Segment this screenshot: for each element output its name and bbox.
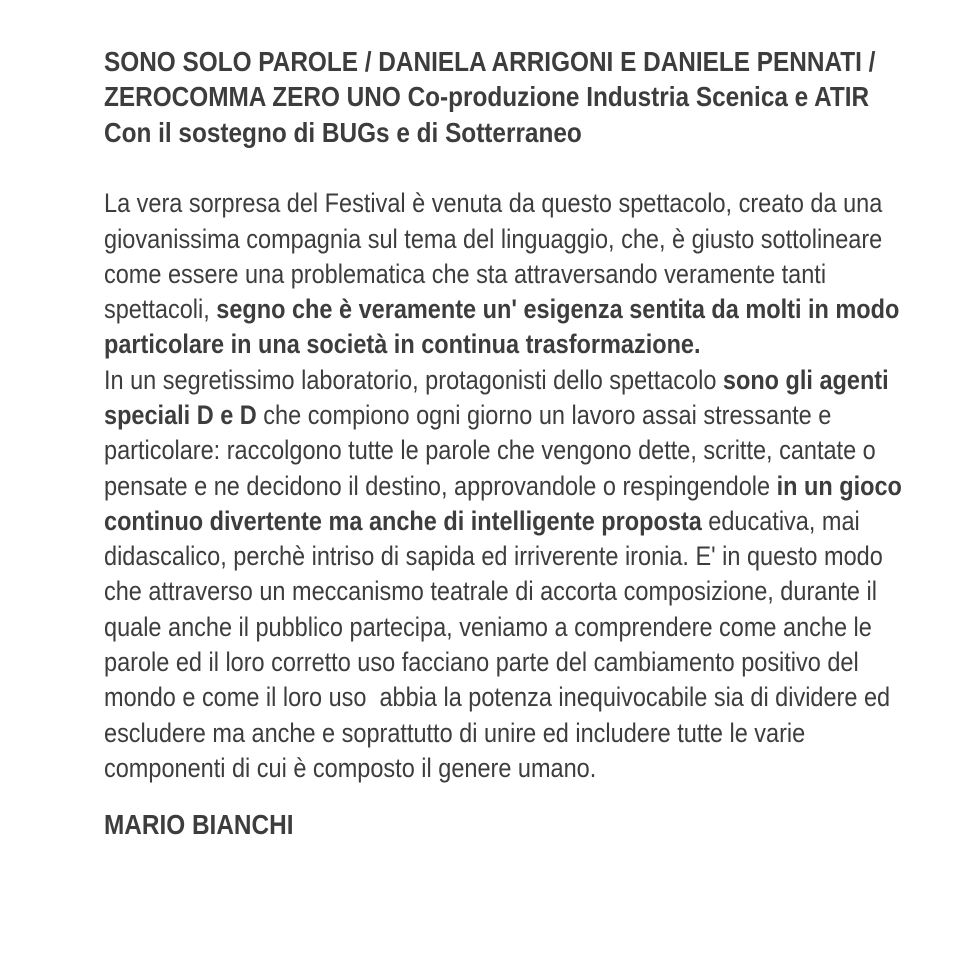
article-body — [104, 186, 925, 786]
bold-text-segment: segno che è veramente un' esigenza sentita da molti in modo particolare in una società in continua trasformazione. — [104, 294, 906, 360]
title-line: ZEROCOMMA ZERO UNO Co-produzione Industria Scenica e ATIR — [104, 81, 870, 113]
paragraph — [104, 363, 925, 787]
bold-text-segment: in un gioco continuo divertente ma anche di intelligente proposta — [104, 470, 909, 536]
title-line: SONO SOLO PAROLE / DANIELA ARRIGONI E DANIELE PENNATI / — [104, 46, 876, 77]
bold-text-segment: sono gli agenti speciali D e D — [104, 364, 896, 430]
text-segment: La vera sorpresa del Festival è venuta da questo spettacolo, creato da una giovanissima compagnia sul tema del linguaggio, che, è giusto sottolineare come essere una problematica che sta attraversando veramente tanti spettacoli, — [104, 188, 889, 325]
article-title — [104, 44, 925, 150]
article — [104, 44, 925, 842]
author-signature: MARIO BIANCHI — [104, 809, 294, 841]
paragraph — [104, 186, 925, 362]
text-segment: che compiono ogni giorno un lavoro assai stressante e particolare: raccolgono tutte le parole che vengono dette, scritte, cantate o pensate e ne decidono il destino, approvandole o respingendole — [104, 400, 883, 501]
title-line: Con il sostegno di BUGs e di Sotterraneo — [104, 116, 582, 148]
text-segment: educativa, mai didascalico, perchè intriso di sapida ed irriverente ironia. E' in questo modo che attraverso un meccanismo teatrale di accorta composizione, durante il quale anche il pubblico partecipa, veniamo a comprendere come anche le parole ed il loro corretto uso facciano parte del cambiamento positivo del mondo e come il loro uso abbia la potenza inequivocabile sia di dividere ed escludere ma anche e soprattutto di unire ed includere tutte le varie componenti di cui è composto il genere umano. — [104, 505, 897, 783]
text-segment: In un segretissimo laboratorio, protagonisti dello spettacolo — [104, 364, 723, 395]
